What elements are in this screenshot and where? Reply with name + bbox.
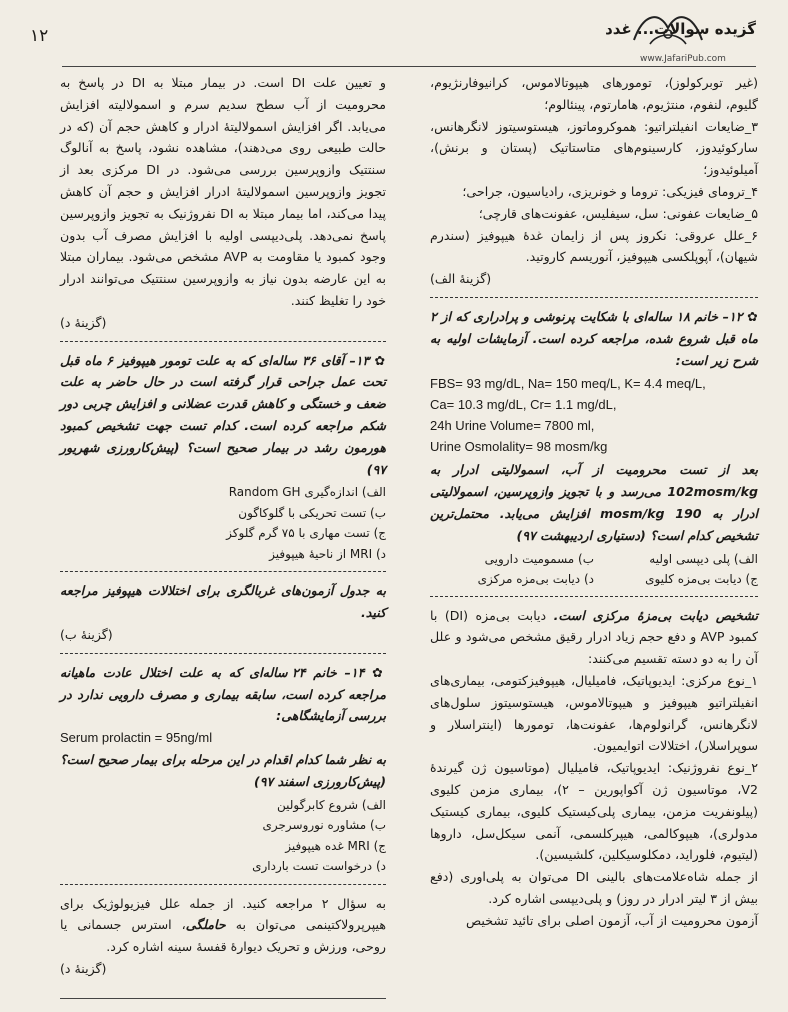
- header-title: گزیده سوالات... غدد: [605, 20, 756, 38]
- question-12-continued: بعد از تست محرومیت از آب، اسمولالیتی ادرار به 102mosm/kg می‌رسد و با تجویز وازوپرسین، اسمولالیتی ادرار به 190 mosm/kg افزایش می‌یابد. محتمل‌ترین تشخیص کدام است؟ (دستیاری اردیبهشت ۹۷): [430, 462, 758, 543]
- cause-line: ۳_ضایعات انفیلتراتیو: هموکروماتوز، هیستوسیتوز لانگرهانس، سارکوئیدوز، کارسینوم‌های متاستاتیک (پستان و برنش)، آمیلوئیدوز؛: [430, 118, 758, 178]
- central-causes: ۱_نوع مرکزی: ایدیوپاتیک، فامیلیال، هیپوفیزکتومی، بیماری‌های انفیلتراتیو هیپوفیز و هیپوتالاموس، هیستوسیتوز سلول‌های لانگرهانس، گرانولوم‌ها، عفونت‌ها، تومورها (اینتراسلار و سوپراسلار)، اختلالات اتوایمیون.: [430, 672, 758, 754]
- question-divider: [430, 297, 758, 298]
- explanation-continuation: و تعیین علت DI است. در بیمار مبتلا به DI در پاسخ به محرومیت از آب سطح سدیم سرم و اسمولالیته افزایش می‌یابد. اگر افزایش اسمولالیتهٔ ادرار و کاهش حجم آن (که در حالت طبیعی روی می‌دهند)، مشاهده نشود، پاسخ به آنالوگ سنتتیک وازوپرسین بررسی می‌شود. در DI مرکزی بعد از تجویز وازوپرسین اسمولالیتهٔ ادرار افزایش و حجم آن کاهش پیدا می‌کند، اما بیمار مبتلا به DI نفروژنیک به تجویز وازوپرسین پاسخ نمی‌دهد. پلی‌دیپسی اولیه با افزایش مصرف آب بدون وجود کمبود یا مقاومت به AVP مشخص می‌شود. بیماران مبتلا به این عارضه بدون نیاز به وازوپرسین سنتتیک می‌توانند ادرار خود را تغلیظ کنند.: [60, 75, 387, 308]
- option: د) MRI از ناحیهٔ هیپوفیز: [269, 546, 386, 561]
- answer-label: (گزینهٔ الف): [430, 271, 492, 287]
- header-divider: [62, 66, 756, 67]
- question-divider: [60, 653, 386, 654]
- bottom-divider: [60, 998, 386, 999]
- star-icon: ✿: [364, 664, 387, 680]
- option: د) دیابت بی‌مزه مرکزی: [477, 571, 594, 586]
- explanation-text: به سؤال ۲ مراجعه کنید. از جمله علل فیزیولوژیک برای هیپرپرولاکتینمی می‌توان به: [60, 895, 386, 933]
- water-deprivation-text: آزمون محرومیت از آب، آزمون اصلی برای تائید تشخیص: [465, 912, 758, 928]
- lab-line: Urine Osmolality= 98 mosm/kg: [430, 439, 608, 455]
- diagnosis-lead: تشخیص دیابت بی‌مزهٔ مرکزی است.: [553, 607, 758, 623]
- explanation-14: [60, 893, 386, 958]
- option: د) درخواست تست بارداری: [252, 859, 386, 874]
- cause-line: (غیر توبرکولوز)، تومورهای هیپوتالاموس، کرانیوفارنژیوم، گلیوم، لنفوم، منتژیوم، هامارتوم، پینئالوم؛: [430, 75, 758, 112]
- lab-line: Ca= 10.3 mg/dL, Cr= 1.1 mg/dL,: [430, 397, 617, 413]
- question-14-text: ۱۴– خانم ۲۴ ساله‌ای که به علت اختلال عادت ماهیانه مراجعه کرده است، سابقه بیماری و مصرف دارویی ندارد در بررسی آزمایشگاهی:: [60, 664, 386, 724]
- explanation-12: [430, 605, 758, 670]
- vascular-cause-line: ۶_علل عروقی: نکروز پس از زایمان غدهٔ هیپوفیز (سندرم شیهان)، آپوپلکسی هیپوفیز، آنوریسم کاروتید.: [430, 227, 758, 265]
- option: الف) شروع کابرگولین: [276, 797, 386, 812]
- nephrogenic-causes: ۲_نوع نفروژنیک: ایدیوپاتیک، فامیلیال (موتاسیون ژن گیرندهٔ V2، موتاسیون ژن آکواپورین – ۲)، بیماری مزمن کلیوی (پیلونفریت مزمن، بیماری پلی‌کیستیک کلیوی، بیماری کیستیک مدولری)، هیپوکالمی، هیپرکلسمی، آنمی سیکل‌سل، داروها (لیتیوم، فلوراید، دمکلوسیکلین، کلشیسین).: [430, 760, 758, 863]
- star-icon: ✿: [369, 352, 386, 368]
- question-12: [430, 306, 758, 371]
- question-12-text: ۱۲– خانم ۱۸ ساله‌ای با شکایت پرنوشی و پرادراری که از ۲ ماه قبل شروع شده، مراجعه کرده است. آزمایشات اولیه به شرح زیر است:: [430, 308, 758, 368]
- option: ب) مشاوره نوروسرجری: [262, 818, 386, 833]
- cause-line: ۴_ترومای فیزیکی: تروما و خونریزی، رادیاسیون، جراحی؛: [462, 183, 758, 199]
- question-13-options: [60, 482, 386, 564]
- explanation-13: به جدول آزمون‌های غربالگری برای اختلالات هیپوفیز مراجعه کنید.: [60, 583, 386, 621]
- answer-label: (گزینهٔ ب): [60, 626, 113, 642]
- question-divider: [60, 341, 386, 342]
- site-url: www.JafariPub.com: [640, 54, 726, 64]
- star-icon: ✿: [742, 308, 759, 324]
- lab-line: FBS= 93 mg/dL, Na= 150 meq/L, K= 4.4 meq/L,: [430, 376, 706, 392]
- lab-results: [430, 373, 758, 457]
- question-14-prompt: به نظر شما کدام اقدام در این مرحله برای بیمار صحیح است؟ (پیش‌کارورزی اسفند ۹۷): [60, 751, 386, 789]
- answer-label: (گزینهٔ د): [60, 960, 107, 976]
- option: الف) اندازه‌گیری Random GH: [228, 485, 386, 500]
- question-13-text: ۱۳– آقای ۳۶ ساله‌ای که به علت تومور هیپوفیز ۶ ماه قبل تحت عمل جراحی قرار گرفته است در حال حاضر به علت ضعف و خستگی و کاهش قدرت عضلانی و افزایش چربی دور شکم مراجعه کرده است. کدام تست جهت تشخیص کمبود هورمون رشد در بیمار صحیح است؟ (پیش‌کارورزی شهریور ۹۷): [60, 352, 386, 477]
- right-column: [430, 72, 758, 932]
- question-13: [60, 350, 386, 481]
- option: ب) تست تحریکی با گلوکاگون: [238, 505, 386, 520]
- question-12-options: [430, 549, 758, 589]
- option: ب) مسمومیت دارویی: [484, 551, 594, 566]
- question-divider: [60, 571, 386, 572]
- explanation-text: دیابت بی‌مزه (DI) با کمبود AVP و دفع حجم زیاد ادرار رقیق مشخص می‌شود و علل آن را به دو دسته تقسیم می‌کنند:: [430, 607, 758, 667]
- cause-line: ۵_ضایعات عفونی: سل، سیفلیس، عفونت‌های قارچی؛: [478, 205, 758, 221]
- answer-label: (گزینهٔ د): [60, 314, 107, 330]
- pregnancy-term: حاملگی: [185, 917, 226, 933]
- question-14: [60, 662, 386, 727]
- clinical-signs: از جمله شاه‌علامت‌های بالینی DI می‌توان به پلی‌اوری (دفع بیش از ۳ لیتر ادرار در روز) و پلی‌دیپسی اشاره کرد.: [430, 869, 758, 906]
- option: ج) تست مهاری با ۷۵ گرم گلوکز: [226, 526, 386, 541]
- question-14-options: [60, 795, 386, 877]
- page-number: ۱۲: [30, 26, 49, 46]
- left-column: [60, 72, 386, 1005]
- lab-line: 24h Urine Volume= 7800 ml,: [430, 418, 595, 434]
- option: ج) دیابت بی‌مزه کلیوی: [645, 571, 758, 586]
- option: ج) MRI غده هیپوفیز: [285, 838, 386, 853]
- question-divider: [430, 596, 758, 597]
- explanation-text: ، استرس جسمانی یا روحی، ورزش و تحریک دیوارهٔ قفسهٔ سینه اشاره کرد.: [60, 917, 386, 955]
- prolactin-value: Serum prolactin = 95ng/ml: [60, 730, 213, 746]
- option: الف) پلی دیپسی اولیه: [649, 551, 758, 566]
- question-divider: [60, 884, 386, 885]
